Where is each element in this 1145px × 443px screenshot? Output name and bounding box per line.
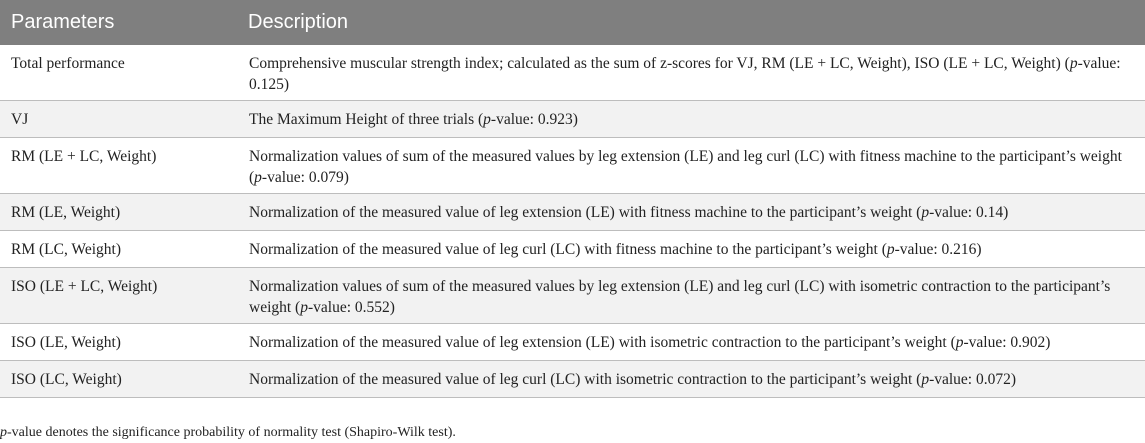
p-symbol: p xyxy=(955,334,964,351)
table-footnote xyxy=(0,425,456,441)
description-cell xyxy=(237,45,1145,101)
description-text: Comprehensive muscular strength index; calculated as the sum of z-scores for VJ, RM (LE + LC, Weight), ISO (LE + LC, Weight) ( xyxy=(249,55,1070,72)
parameter-cell: RM (LE + LC, Weight) xyxy=(0,138,237,194)
p-symbol: p xyxy=(1069,55,1078,72)
description-text: Normalization of the measured value of leg curl (LC) with fitness machine to the participant’s weight ( xyxy=(249,241,887,258)
table-body xyxy=(0,45,1145,398)
parameter-cell: ISO (LE, Weight) xyxy=(0,324,237,361)
table-row xyxy=(0,138,1145,194)
parameter-cell: ISO (LC, Weight) xyxy=(0,361,237,398)
parameter-cell: RM (LC, Weight) xyxy=(0,231,237,268)
description-text: The Maximum Height of three trials ( xyxy=(249,111,484,128)
table-row xyxy=(0,268,1145,324)
description-cell xyxy=(237,268,1145,324)
description-text: Normalization values of sum of the measured values by leg extension (LE) and leg curl (LC) with fitness machine to the participant’s weight ( xyxy=(249,148,1122,186)
p-symbol: p xyxy=(921,204,930,221)
p-value-text: -value: 0.216) xyxy=(894,241,982,258)
description-cell xyxy=(237,231,1145,268)
table-row xyxy=(0,101,1145,138)
p-value-text: -value: 0.079) xyxy=(261,169,349,186)
parameter-cell: RM (LE, Weight) xyxy=(0,194,237,231)
footnote-text: -value denotes the significance probability of normality test (Shapiro-Wilk test). xyxy=(7,425,456,440)
p-value-text: -value: 0.072) xyxy=(929,371,1017,388)
p-symbol: p xyxy=(886,241,895,258)
footnote-p-symbol: p xyxy=(0,425,7,440)
description-text: Normalization of the measured value of leg extension (LE) with fitness machine to the participant’s weight ( xyxy=(249,204,922,221)
p-value-text: -value: 0.125) xyxy=(249,55,1121,93)
p-value-text: -value: 0.552) xyxy=(307,299,395,316)
p-symbol: p xyxy=(254,169,262,186)
parameter-cell: VJ xyxy=(0,101,237,138)
table-row xyxy=(0,45,1145,101)
table-row xyxy=(0,231,1145,268)
p-symbol: p xyxy=(483,111,491,128)
table-row xyxy=(0,361,1145,398)
description-cell xyxy=(237,324,1145,361)
p-symbol: p xyxy=(921,371,930,388)
description-text: Normalization of the measured value of leg extension (LE) with isometric contraction to the participant’s weight ( xyxy=(249,334,956,351)
table-row xyxy=(0,194,1145,231)
parameter-cell: Total performance xyxy=(0,45,237,101)
description-text: Normalization of the measured value of leg curl (LC) with isometric contraction to the participant’s weight ( xyxy=(249,371,922,388)
p-value-text: -value: 0.902) xyxy=(963,334,1051,351)
description-cell xyxy=(237,361,1145,398)
header-description: Description xyxy=(237,0,1145,45)
table-header xyxy=(0,0,1145,45)
table-row xyxy=(0,324,1145,361)
description-text: Normalization values of sum of the measured values by leg extension (LE) and leg curl (LC) with isometric contraction to the participant’s weight ( xyxy=(249,278,1111,316)
header-parameters: Parameters xyxy=(0,0,237,45)
header-row xyxy=(0,0,1145,45)
p-value-text: -value: 0.14) xyxy=(929,204,1009,221)
p-value-text: -value: 0.923) xyxy=(490,111,578,128)
description-cell xyxy=(237,101,1145,138)
p-symbol: p xyxy=(300,299,308,316)
parameter-cell: ISO (LE + LC, Weight) xyxy=(0,268,237,324)
description-cell xyxy=(237,194,1145,231)
description-cell xyxy=(237,138,1145,194)
